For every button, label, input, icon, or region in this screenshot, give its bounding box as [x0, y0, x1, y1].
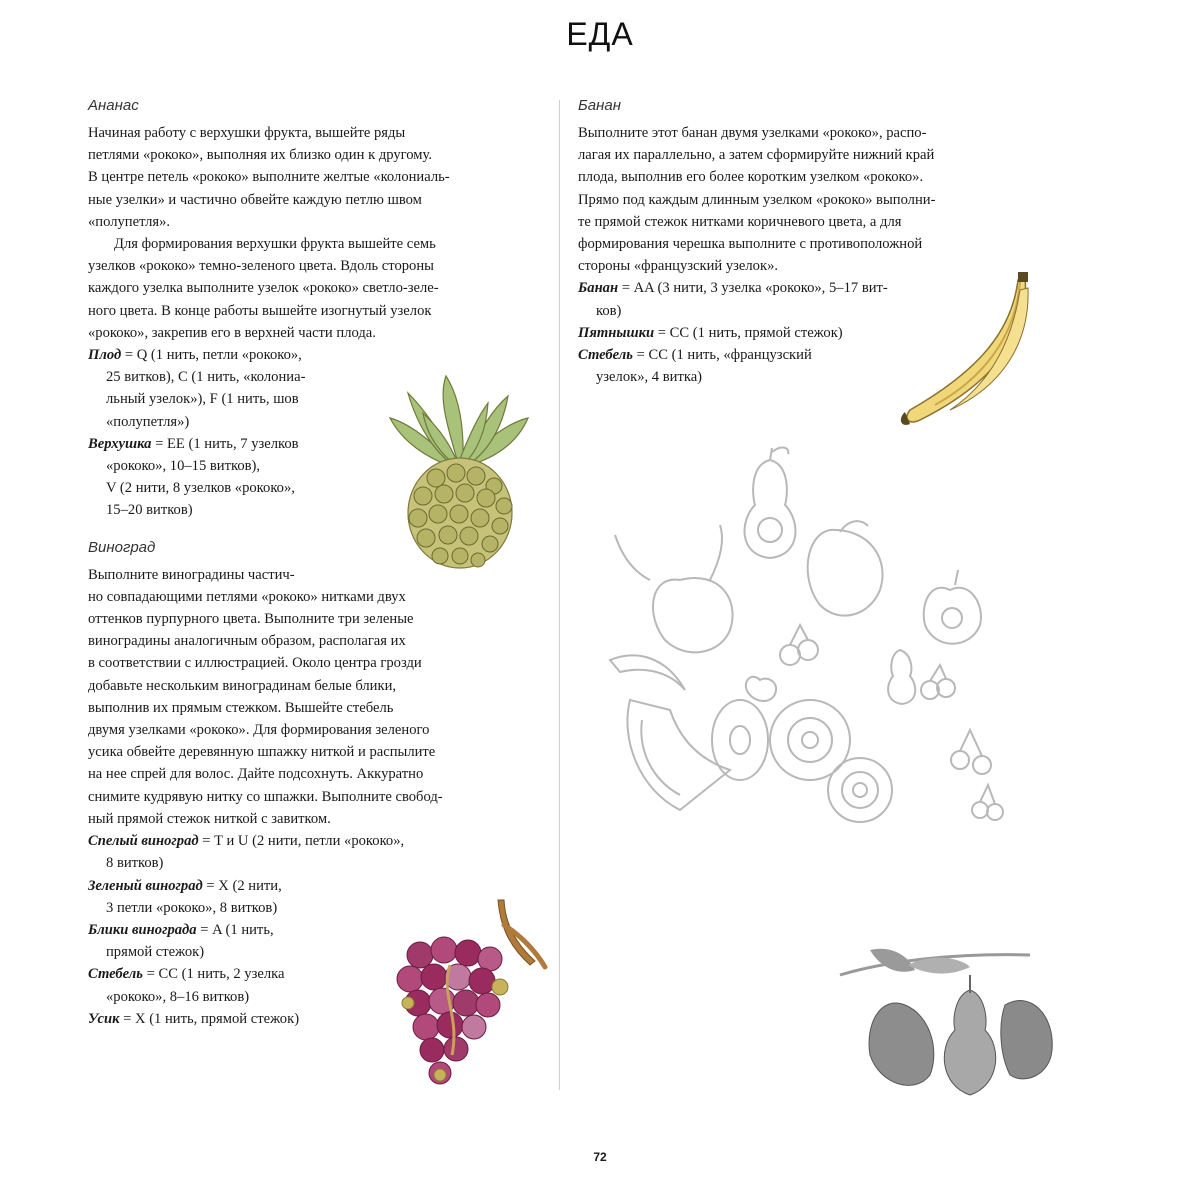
spec-value: = CC (1 нить, 2 узелка — [146, 966, 285, 983]
spec-value: = EE (1 нить, 7 узелков — [155, 435, 299, 452]
text-line: узелков «рококо» темно-зеленого цвета. Вдоль стороны — [88, 258, 434, 275]
text-line: снимите кудрявую нитку со шпажки. Выполните свобод- — [88, 788, 443, 805]
spec-key: Стебель — [578, 347, 633, 364]
spec-key: Стебель — [88, 966, 143, 983]
page-number: 72 — [593, 1150, 607, 1164]
spec-value: = CC (1 нить, прямой стежок) — [657, 324, 843, 341]
text-line: усика обвейте деревянную шпажку ниткой и распылите — [88, 744, 436, 761]
text-line: Выполните виноградины частич- — [88, 566, 295, 583]
text-line: плода, выполнив его более коротким узелком «рококо». — [578, 169, 924, 186]
spec-key: Усик — [88, 1010, 120, 1027]
text-line: Прямо под каждым длинным узелком «рококо» выполни- — [578, 191, 936, 208]
pineapple-paragraph-1 — [88, 122, 548, 233]
spec-ripe-grapes — [88, 830, 548, 874]
text-line: Выполните этот банан двумя узелками «рококо», распо- — [578, 125, 927, 141]
text-line: Начиная работу с верхушки фрукта, вышейте ряды — [88, 125, 406, 141]
text-line: «полупетля». — [88, 213, 171, 230]
text-line: но совпадающими петлями «рококо» нитками двух — [88, 588, 406, 605]
fruit-outline-pattern — [590, 440, 1030, 820]
spec-value: прямой стежок) — [106, 944, 205, 961]
spec-value: V (2 нити, 8 узелков «рококо», — [106, 480, 295, 497]
spec-value: льный узелок»), F (1 нить, шов — [106, 391, 299, 408]
pear-engraving — [830, 935, 1070, 1115]
banana-illustration — [880, 270, 1060, 440]
spec-value: = Q (1 нить, петли «рококо», — [124, 347, 302, 364]
spec-key: Зеленый виноград — [88, 877, 203, 894]
pineapple-illustration — [368, 368, 548, 568]
text-line: те прямой стежок нитками коричневого цвета, а для — [578, 213, 902, 230]
spec-key: Банан — [578, 280, 619, 297]
text-line: ный прямой стежок ниткой с завитком. — [88, 810, 331, 827]
text-line: формирования черешка выполните с противоположной — [578, 236, 923, 253]
grapes-heading: Виноград — [88, 538, 156, 556]
spec-key: Блики винограда — [88, 921, 197, 938]
text-line: виноградины аналогичным образом, располагая их — [88, 633, 406, 650]
text-line: на нее спрей для волос. Дайте подсохнуть. Аккуратно — [88, 766, 424, 783]
text-line: ные узелки» и частично обвейте каждую петлю швом — [88, 191, 422, 208]
spec-value: «полупетля») — [106, 413, 190, 430]
spec-key: Плод — [88, 347, 122, 364]
spec-key: Верхушка — [88, 435, 152, 452]
spec-value: ков) — [596, 302, 622, 319]
banana-paragraph — [578, 122, 1038, 277]
spec-value: = X (1 нить, прямой стежок) — [123, 1010, 300, 1027]
text-line: выполнив их прямым стежком. Вышейте стебель — [88, 699, 394, 716]
text-line: в соответствии с иллюстрацией. Около центра грозди — [88, 655, 422, 672]
spec-value: «рококо», 10–15 витков), — [106, 458, 261, 475]
text-line: двумя узелками «рококо». Для формирования зеленого — [88, 722, 430, 739]
spec-value: 8 витков) — [106, 855, 164, 872]
text-line: лагая их параллельно, а затем сформируйте нижний край — [578, 147, 935, 164]
spec-key: Пятнышки — [578, 324, 655, 341]
text-line: Для формирования верхушки фрукта вышейте семь — [114, 236, 436, 253]
spec-value: «рококо», 8–16 витков) — [106, 988, 250, 1005]
grapes-paragraph — [88, 564, 548, 830]
spec-value: 3 петли «рококо», 8 витков) — [106, 899, 278, 916]
pineapple-heading: Ананас — [88, 97, 139, 114]
page-title: ЕДА — [566, 16, 634, 52]
spec-value: = T и U (2 нити, петли «рококо», — [202, 833, 405, 850]
spec-value: узелок», 4 витка) — [596, 369, 703, 386]
text-line: «рококо», закрепив его в верхней части плода. — [88, 324, 376, 341]
spec-value: 15–20 витков) — [106, 502, 193, 519]
text-line: В центре петель «рококо» выполните желтые «колониаль- — [88, 169, 450, 186]
spec-value: = A (1 нить, — [200, 921, 274, 938]
spec-value: 25 витков), C (1 нить, «колониа- — [106, 369, 306, 386]
pineapple-paragraph-2 — [88, 233, 548, 344]
text-line: петлями «рококо», выполняя их близко один к другому. — [88, 147, 433, 164]
text-line: стороны «французский узелок». — [578, 258, 779, 275]
spec-value: = CC (1 нить, «французский — [636, 347, 812, 364]
spec-value: = AA (3 нити, 3 узелка «рококо», 5–17 вит- — [621, 280, 888, 297]
grapes-illustration — [380, 895, 560, 1095]
spec-key: Спелый виноград — [88, 833, 199, 850]
text-line: оттенков пурпурного цвета. Выполните три зеленые — [88, 611, 414, 628]
text-line: добавьте нескольким виноградинам белые блики, — [88, 677, 397, 694]
banana-heading: Банан — [578, 97, 621, 114]
text-line: ного цвета. В конце работы вышейте изогнутый узелок — [88, 302, 432, 319]
text-line: каждого узелка выполните узелок «рококо» светло-зеле- — [88, 280, 439, 297]
spec-value: = X (2 нити, — [206, 877, 282, 894]
